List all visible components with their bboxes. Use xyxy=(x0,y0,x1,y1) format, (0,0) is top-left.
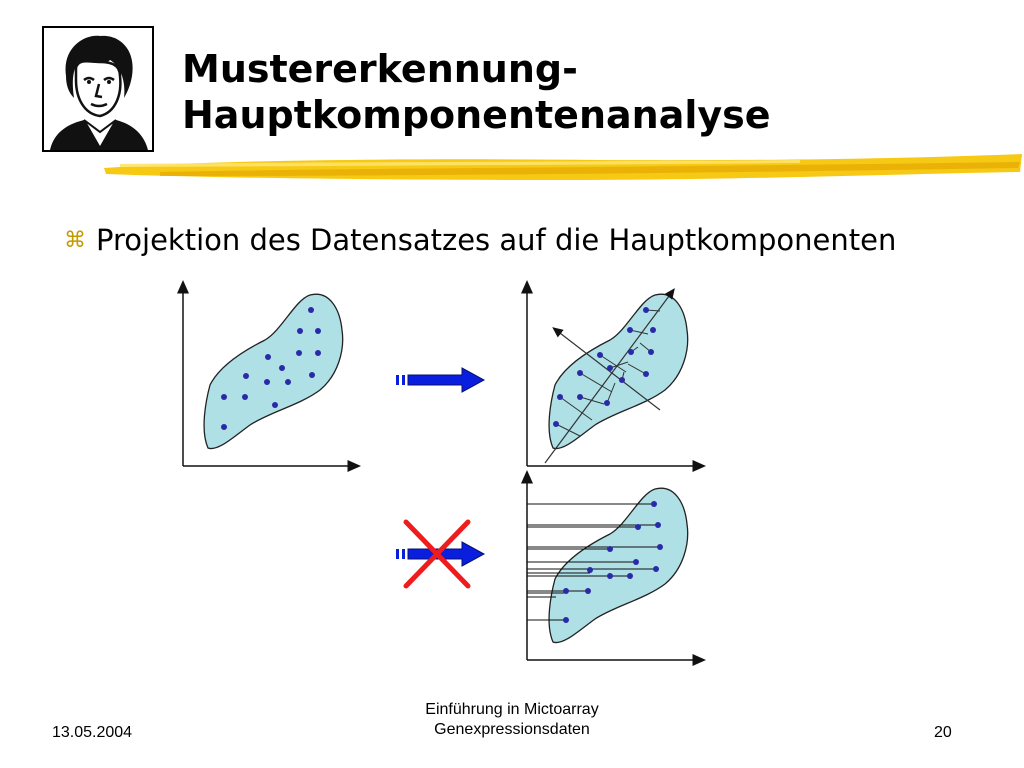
data-point xyxy=(643,371,649,377)
data-point xyxy=(585,588,591,594)
bullet-text: Projektion des Datensatzes auf die Hauptkomponenten xyxy=(96,223,897,257)
data-point xyxy=(309,372,315,378)
data-point xyxy=(272,402,278,408)
footer-title-line2: Genexpressionsdaten xyxy=(434,721,590,738)
data-point xyxy=(577,370,583,376)
data-point xyxy=(657,544,663,550)
data-point xyxy=(643,307,649,313)
data-point xyxy=(221,424,227,430)
page-number: 20 xyxy=(934,724,952,741)
data-point xyxy=(308,307,314,313)
data-point xyxy=(607,365,613,371)
data-point xyxy=(243,373,249,379)
data-point xyxy=(627,327,633,333)
slide-title-line2: Hauptkomponentenanalyse xyxy=(182,93,771,137)
data-point xyxy=(653,566,659,572)
data-point xyxy=(557,394,563,400)
data-point xyxy=(315,350,321,356)
data-point xyxy=(279,365,285,371)
panel-original-data xyxy=(183,286,355,466)
data-point xyxy=(577,394,583,400)
data-point xyxy=(655,522,661,528)
data-point xyxy=(628,349,634,355)
data-point xyxy=(650,327,656,333)
data-point xyxy=(265,354,271,360)
data-point xyxy=(648,349,654,355)
data-point xyxy=(627,573,633,579)
panel-axis-projection xyxy=(527,476,700,660)
arrow-right-icon xyxy=(396,368,484,392)
data-point xyxy=(296,350,302,356)
command-icon: ⌘ xyxy=(64,228,86,253)
data-point xyxy=(607,573,613,579)
footer-title-line1: Einführung in Mictoarray xyxy=(425,701,599,718)
data-cloud xyxy=(549,488,688,642)
data-point xyxy=(221,394,227,400)
data-point xyxy=(651,501,657,507)
data-point xyxy=(264,379,270,385)
data-point xyxy=(619,377,625,383)
slide-title-line1: Mustererkennung- xyxy=(182,47,578,91)
data-point xyxy=(297,328,303,334)
data-point xyxy=(604,400,610,406)
footer-date: 13.05.2004 xyxy=(52,724,133,741)
data-point xyxy=(242,394,248,400)
data-point xyxy=(553,421,559,427)
footer-title xyxy=(360,700,664,740)
data-point xyxy=(635,524,641,530)
data-point xyxy=(607,546,613,552)
data-point xyxy=(563,617,569,623)
data-point xyxy=(285,379,291,385)
data-cloud xyxy=(549,294,688,448)
data-point xyxy=(563,588,569,594)
panel-pca-projection xyxy=(527,286,700,466)
data-point xyxy=(633,559,639,565)
data-point xyxy=(315,328,321,334)
data-point xyxy=(587,567,593,573)
data-point xyxy=(597,352,603,358)
